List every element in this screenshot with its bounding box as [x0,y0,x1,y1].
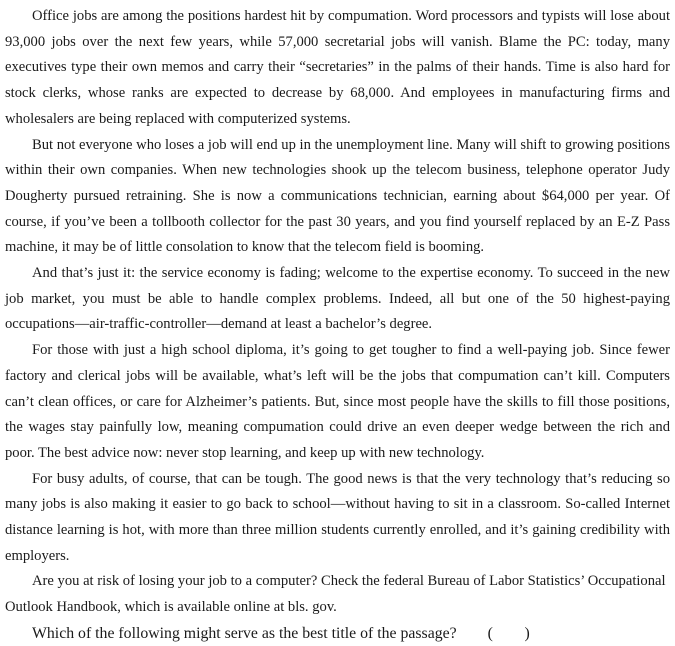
question-text: Which of the following might serve as the best title of the passage? [32,624,457,642]
paragraph-6: Are you at risk of losing your job to a computer? Check the federal Bureau of Labor Statistics’ Occupational Outlook Handbook, which is available online at bls. gov. [5,573,666,616]
paragraph-3: And that’s just it: the service economy is fading; welcome to the expertise economy. To succeed in the new job market, you must be able to handle complex problems. Indeed, all but one of the 50 highest-paying occupations—air-traffic-controller—demand at least a bachelor’s degree. [5,265,670,333]
paragraph-5: For busy adults, of course, that can be tough. The good news is that the very technology that’s reducing so many jobs is also making it easier to go back to school—without having to sit in a classroom. So-called Internet distance learning is hot, with more than three million students currently enrolled, and it’s gaining credibility with employers. [5,470,670,564]
paragraph-4: For those with just a high school diploma, it’s going to get tougher to find a well-paying job. Since fewer factory and clerical jobs will be available, what’s left will be the jobs that compumation can’t kill. Computers can’t clean offices, or care for Alzheimer’s patients. But, since most people have the skills to fill those positions, the wages stay painfully low, meaning compumation could drive an even deeper wedge between the rich and poor. The best advice now: never stop learning, and keep up with new technology. [5,342,670,461]
question-line [5,621,670,646]
paragraph-1: Office jobs are among the positions hardest hit by compumation. Word processors and typists will lose about 93,000 jobs over the next few years, while 57,000 secretarial jobs will vanish. Blame the PC: today, many executives type their own memos and carry their “secretaries” in the palms of their hands. Time is also hard for stock clerks, whose ranks are expected to decrease by 68,000. And employees in manufacturing firms and wholesalers are being replaced with computerized systems. [5,8,670,127]
paragraph-2: But not everyone who loses a job will end up in the unemployment line. Many will shift to growing positions within their own companies. When new technologies shook up the telecom business, telephone operator Judy Dougherty pursued retraining. She is now a communications technician, earning about $64,000 per year. Of course, if you’ve been a tollbooth collector for the past 30 years, and you find yourself replaced by an E-Z Pass machine, it may be of little consolation to know that the telecom field is booming. [5,136,671,256]
answer-blank: ( ) [487,624,530,642]
